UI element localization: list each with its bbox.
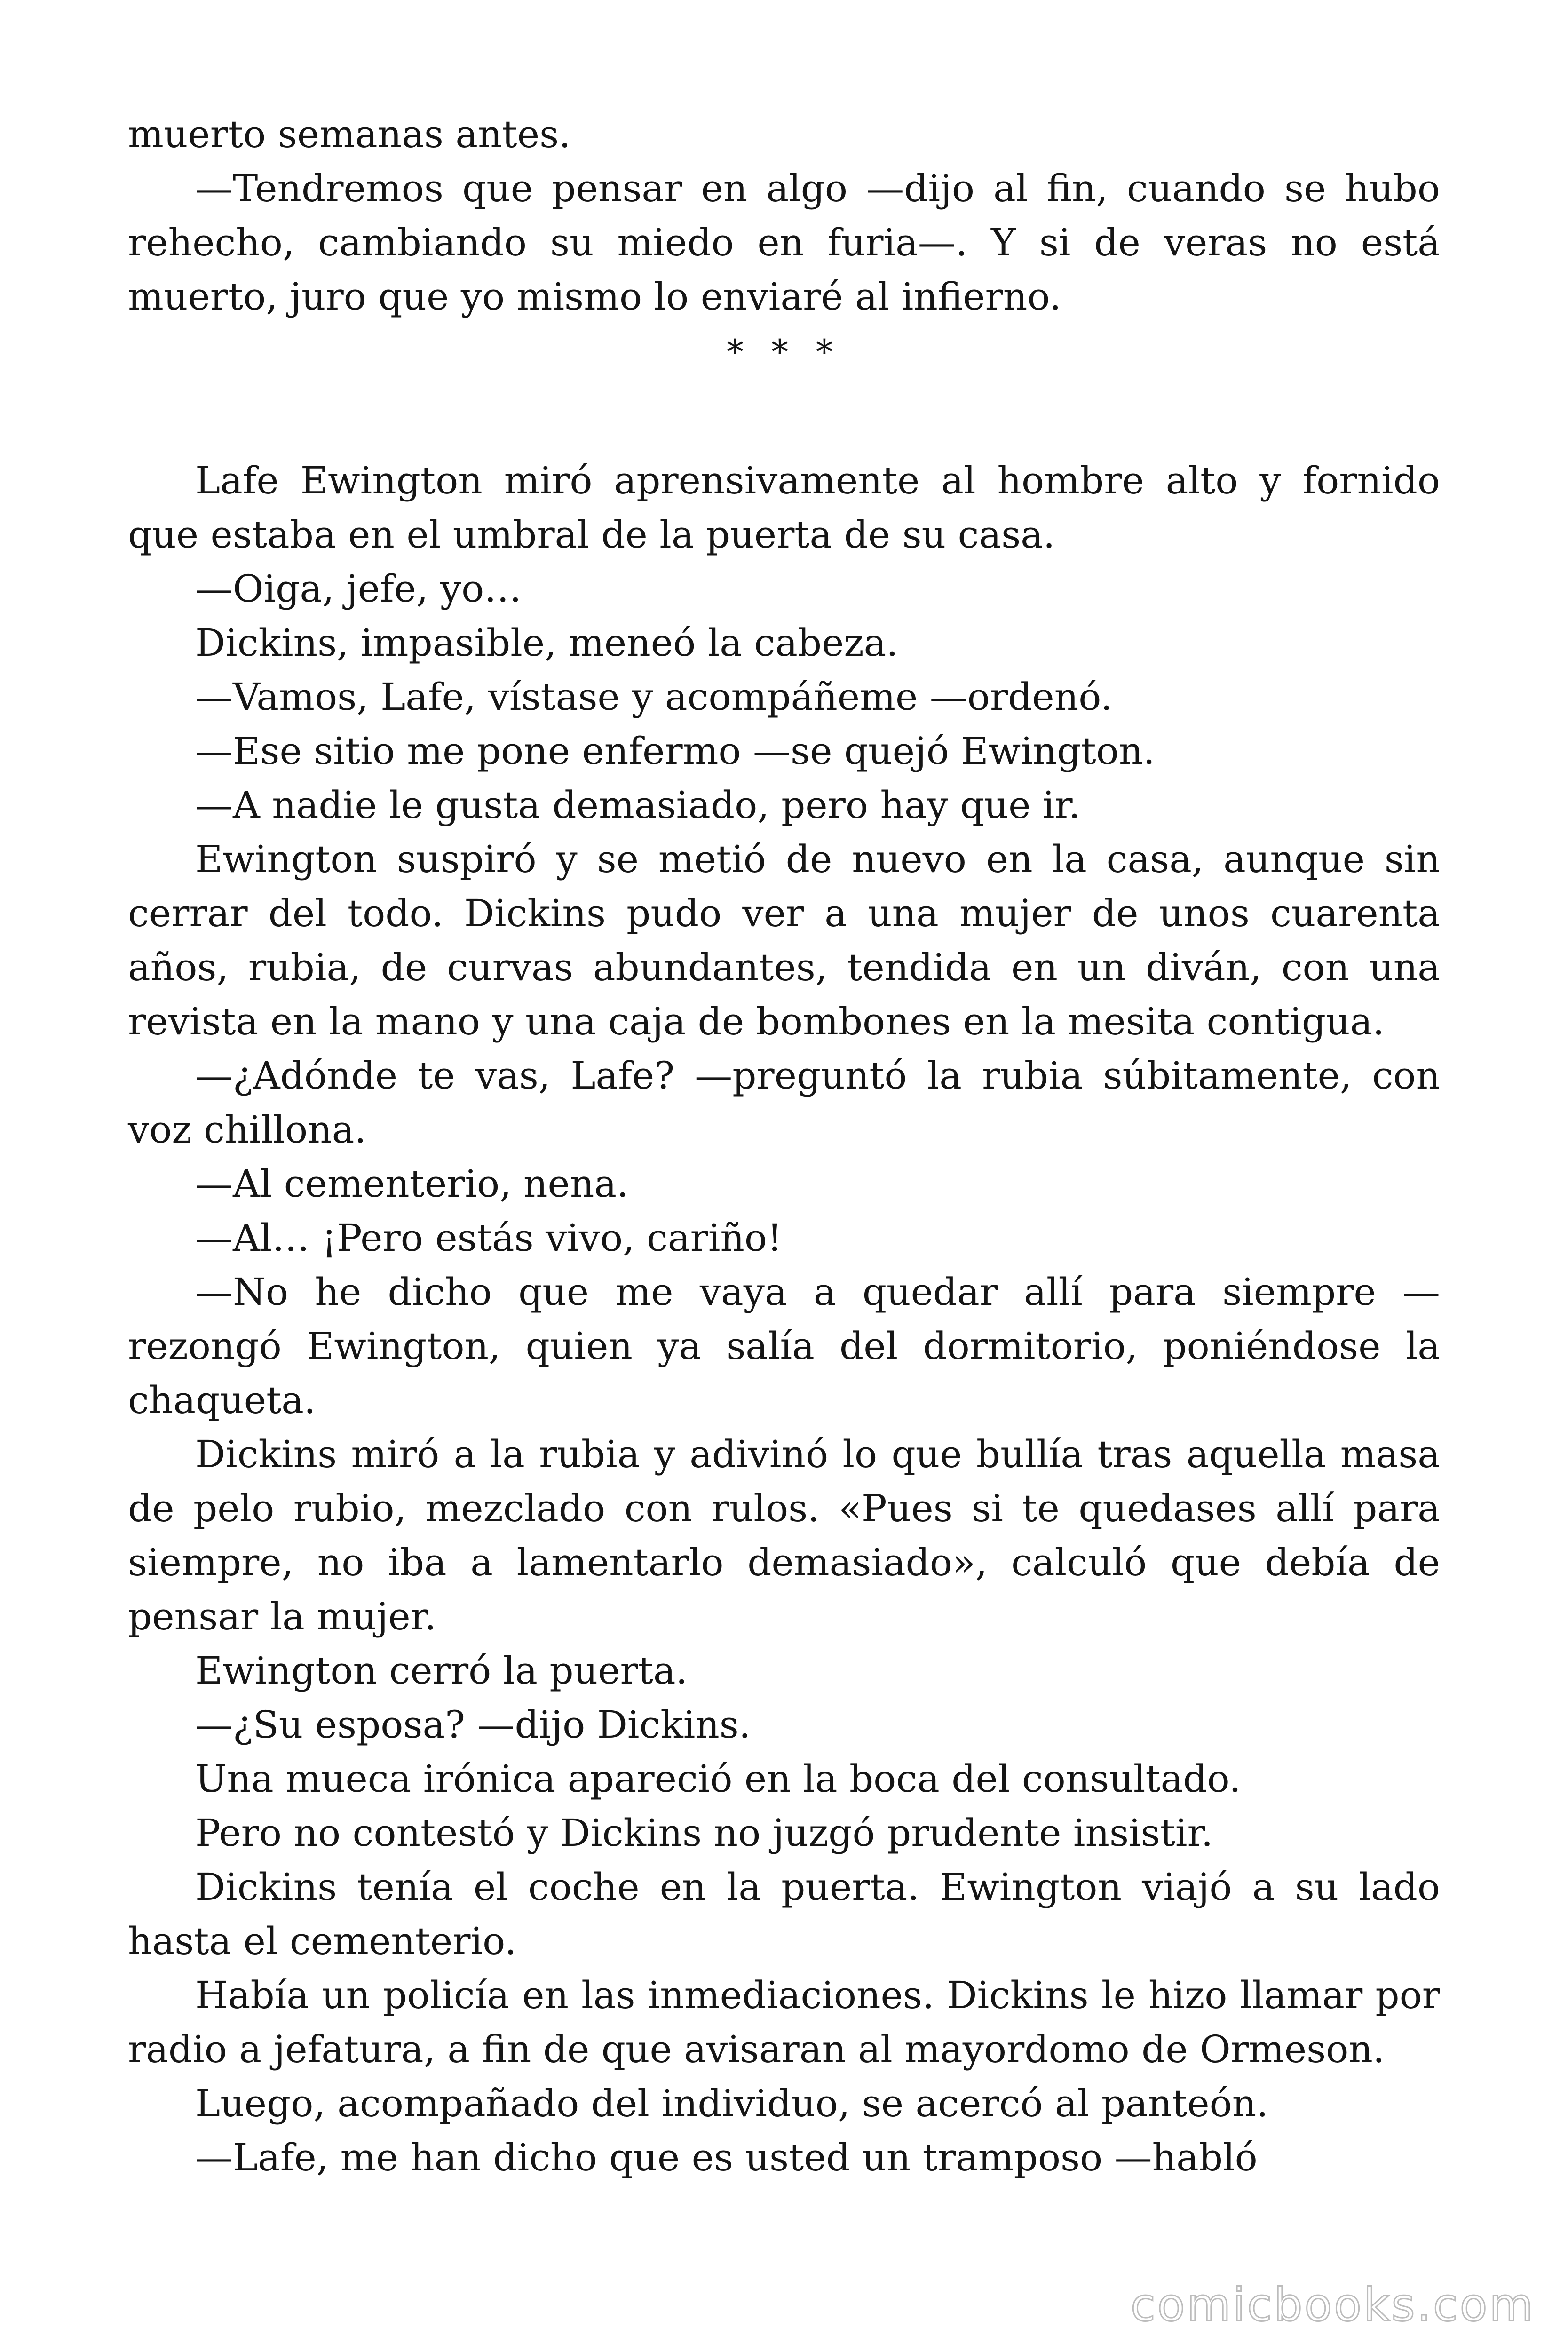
paragraph: Luego, acompañado del individuo, se acercó al panteón. xyxy=(195,2082,1268,2125)
section-separator: * * * xyxy=(727,332,841,372)
body-text xyxy=(128,107,1440,2185)
paragraph: —Ese sitio me pone enfermo —se quejó Ewington. xyxy=(195,729,1155,773)
paragraph: —Vamos, Lafe, vístase y acompáñeme —ordenó. xyxy=(195,675,1113,719)
paragraph: —¿Adónde te vas, Lafe? —preguntó la rubia súbitamente, con voz chillona. xyxy=(128,1054,1440,1152)
paragraph: —Al cementerio, nena. xyxy=(195,1162,629,1206)
paragraph: Ewington suspiró y se metió de nuevo en la casa, aunque sin cerrar del todo. Dickins pudo ver a una mujer de unos cuarenta años, rubia, de curvas abundantes, tendida en un diván, con una revista en la mano y una caja de bombones en la mesita contigua. xyxy=(128,837,1440,1043)
paragraph: Ewington cerró la puerta. xyxy=(195,1649,688,1692)
paragraph: Había un policía en las inmediaciones. Dickins le hizo llamar por radio a jefatura, a fin de que avisaran al mayordomo de Ormeson. xyxy=(128,1973,1440,2071)
paragraph: muerto semanas antes. xyxy=(128,112,571,156)
watermark: comicbooks.com xyxy=(1130,2279,1535,2331)
paragraph: —Tendremos que pensar en algo —dijo al fin, cuando se hubo rehecho, cambiando su miedo en furia—. Y si de veras no está muerto, juro que yo mismo lo enviaré al infierno. xyxy=(128,167,1440,318)
paragraph: Pero no contestó y Dickins no juzgó prudente insistir. xyxy=(195,1811,1213,1855)
paragraph: —Lafe, me han dicho que es usted un tramposo —habló xyxy=(195,2136,1258,2179)
paragraph: Dickins miró a la rubia y adivinó lo que bullía tras aquella masa de pelo rubio, mezclado con rulos. «Pues si te quedases allí para siempre, no iba a lamentarlo demasiado», calculó que debía de pensar la mujer. xyxy=(128,1432,1440,1638)
paragraph: Dickins, impasible, meneó la cabeza. xyxy=(195,621,898,665)
paragraph: Una mueca irónica apareció en la boca del consultado. xyxy=(195,1757,1241,1801)
paragraph: —Oiga, jefe, yo… xyxy=(195,567,522,611)
paragraph: Dickins tenía el coche en la puerta. Ewington viajó a su lado hasta el cementerio. xyxy=(128,1865,1440,1963)
paragraph: —No he dicho que me vaya a quedar allí para siempre — rezongó Ewington, quien ya salía del dormitorio, poniéndose la chaqueta. xyxy=(128,1270,1440,1422)
paragraph: —¿Su esposa? —dijo Dickins. xyxy=(195,1703,751,1747)
paragraph: —Al… ¡Pero estás vivo, cariño! xyxy=(195,1216,783,1260)
paragraph: —A nadie le gusta demasiado, pero hay que ir. xyxy=(195,783,1081,827)
paragraph: Lafe Ewington miró aprensivamente al hombre alto y fornido que estaba en el umbral de la puerta de su casa. xyxy=(128,459,1440,556)
